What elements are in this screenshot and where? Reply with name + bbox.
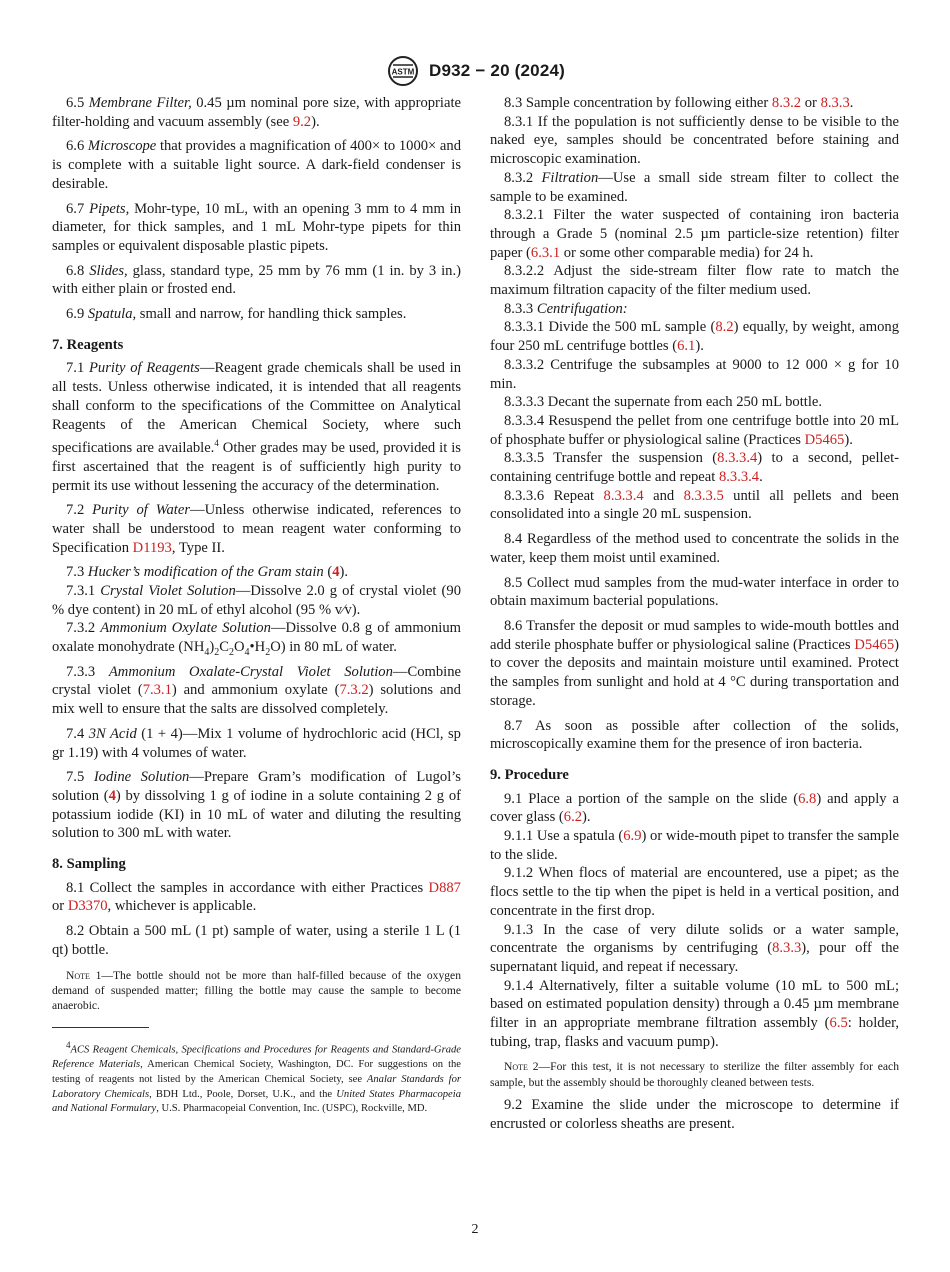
ref-link[interactable]: 4 [332, 564, 340, 581]
page-header [0, 54, 950, 88]
document-number: D932 − 20 (2024) [429, 61, 565, 80]
ref-link[interactable]: 8.3.3.4 [718, 469, 760, 486]
section-6-9: 6.9 Spatula, small and narrow, for handling thick samples. [66, 306, 407, 323]
section-9-1-2: 9.1.2 When flocs of material are encountered, use a pipet; as the flocs settle to the tip when the pipet is held in a vertical position, and concentrate in the first drop. [490, 865, 899, 919]
ref-link[interactable]: D5465 [854, 636, 895, 653]
section-8-3-3-1: 8.3.3.1 Divide the 500 mL sample (8.2) equally, by weight, among four 250 mL centrifuge bottles (6.1). [490, 319, 900, 355]
ref-link[interactable]: 8.3.3.4 [717, 450, 758, 467]
section-7-3-2: 7.3.2 Ammonium Oxylate Solution—Dissolve 0.8 g of ammonium oxalate monohydrate $(NH_4)_2C_2O_4•H_2O$) in 80 mL of water. [52, 620, 461, 659]
ref-link[interactable]: 8.3.3.4 [603, 487, 644, 504]
section-8-3: 8.3 Sample concentration by following either 8.3.2 or 8.3.3. [504, 95, 854, 111]
note-2: Note 2—For this test, it is not necessary to sterilize the filter assembly for each sample, but the assembly should be thoroughly cleaned between tests. [490, 1060, 899, 1089]
ref-link[interactable]: 6.8 [798, 790, 817, 807]
logo-text: ASTM [391, 67, 415, 77]
section-8-3-2-1: 8.3.2.1 Filter the water suspected of containing iron bacteria through a Grade 5 (nominal 2.5 µm particle-size retention) filter paper (6.3.1 or some other comparable media) for 24 h. [490, 207, 899, 261]
section-8-3-3-3: 8.3.3.3 Decant the supernate from each 250 mL bottle. [504, 394, 822, 411]
ref-link[interactable]: 6.5 [829, 1015, 848, 1032]
section-8-1: 8.1 Collect the samples in accordance with either Practices D887 or D3370, whichever is applicable. [52, 879, 461, 915]
footnote-ref: 4 [214, 438, 219, 449]
section-8-3-3: 8.3.3 Centrifugation: [504, 300, 628, 317]
section-9-1-3: 9.1.3 In the case of very dilute solids or a water sample, concentrate the organisms by centrifuging (8.3.3), pour off the supernatant liquid, and repeat if necessary. [490, 921, 899, 975]
ref-link[interactable]: 7.3.1 [142, 682, 172, 699]
ref-link[interactable]: 8.2 [715, 319, 734, 336]
section-9-1: 9.1 Place a portion of the sample on the slide (6.8) and apply a cover glass (6.2). [490, 790, 899, 826]
section-8-3-3-4: 8.3.3.4 Resuspend the pellet from one centrifuge bottle into 20 mL of phosphate buffer or physiological saline (Practices D5465). [490, 412, 899, 448]
section-7-3-3: 7.3.3 Ammonium Oxalate-Crystal Violet Solution—Combine crystal violet (7.3.1) and ammonium oxylate (7.3.2) solutions and mix well to ensure that the salts are dissolved completely. [52, 663, 462, 718]
section-7-4: 7.4 3N Acid (1 + 4)—Mix 1 volume of hydrochloric acid (HCl, sp gr 1.19) with 4 volumes of water. [52, 725, 461, 761]
ref-link[interactable]: D5465 [804, 431, 845, 448]
ref-link[interactable]: 8.3.3 [820, 95, 850, 111]
footnote-4: $^4$ACS Reagent Chemicals, Specifications and Procedures for Reagents and Standard-Grade Reference Materials, American Chemical Society, Washington, DC. For suggestions on the testing of reagents not listed by the American Chemical Society, see Analar Standards for Laboratory Chemicals, BDH Ltd., Poole, Dorset, U.K., and the United States Pharmacopeia and National Formulary, U.S. Pharmacopeial Convention, Inc. (USPC), Rockville, MD. [52, 1040, 462, 1115]
section-8-6: 8.6 Transfer the deposit or mud samples to wide-mouth bottles and add sterile phosphate buffer or physiological saline (Practices D5465) to cover the deposits and maintain moisture until examined. Protect the samples from sunlight and hold at 4 °C during transportation and storage. [490, 617, 899, 709]
section-7-1: 7.1 Purity of Reagents—Reagent grade chemicals shall be used in all tests. Unless otherwise indicated, it is intended that all reagents shall conform to the specifications of the Committee on Analytical Reagents of the American Chemical Society, where such specifications are available.$^4$ Other grades may be used, provided it is first ascertained that the reagent is of sufficiently high purity to permit its use without lessening the accuracy of the determination. [52, 360, 461, 494]
section-8-3-1: 8.3.1 If the population is not sufficiently dense to be visible to the naked eye, samples should be concentrated before staining and microscopic examination. [490, 113, 899, 168]
note-1: Note 1—The bottle should not be more than half-filled because of the oxygen demand of suspended matter; filling the bottle may cause the sample to become anaerobic. [52, 968, 461, 1012]
ref-link[interactable]: D1193 [132, 539, 172, 556]
ref-link[interactable]: D887 [428, 879, 461, 896]
left-column [52, 94, 461, 1117]
section-8-3-2-2: 8.3.2.2 Adjust the side-stream filter flow rate to match the maximum filtration capacity of the filter medium used. [490, 263, 900, 299]
section-8-2: 8.2 Obtain a 500 mL (1 pt) sample of water, using a sterile 1 L (1 qt) bottle. [52, 923, 461, 958]
ref-link[interactable]: 4 [108, 787, 116, 804]
section-7-3: 7.3 Hucker’s modification of the Gram stain (4). [66, 564, 349, 581]
section-9-2: 9.2 Examine the slide under the microscope to determine if encrusted or colorless sheaths are present. [490, 1096, 899, 1132]
section-6-6: 6.6 Microscope that provides a magnification of 400× to 1000× and is complete with a suitable light source. A dark-field condenser is desirable. [52, 138, 462, 192]
ref-link[interactable]: 8.3.2 [771, 95, 802, 111]
section-6-5: 6.5 Membrane Filter, 0.45 µm nominal pore size, with appropriate filter-holding and vacuum assembly (see 9.2). [52, 95, 461, 130]
footnote-divider [52, 1027, 149, 1028]
section-7-2: 7.2 Purity of Water—Unless otherwise indicated, references to water shall be understood to mean reagent water conforming to Specification D1193, Type II. [52, 502, 461, 556]
ref-link[interactable]: 9.2 [292, 113, 312, 130]
ref-link[interactable]: 6.3.1 [530, 244, 561, 261]
ref-link[interactable]: 6.2 [563, 809, 583, 826]
section-8-5: 8.5 Collect mud samples from the mud-water interface in order to obtain maximum bacterial populations. [490, 574, 900, 610]
heading-reagents: 7. Reagents [52, 336, 124, 353]
page-number: 2 [471, 1222, 479, 1237]
astm-logo-icon [385, 55, 421, 87]
section-8-7: 8.7 As soon as possible after collection of the solids, microscopically examine them for the presence of iron bacteria. [490, 717, 900, 753]
ref-link[interactable]: 8.3.3.5 [683, 487, 724, 504]
section-8-3-3-5: 8.3.3.5 Transfer the suspension (8.3.3.4) to a second, pellet-containing centrifuge bottle and repeat 8.3.3.4. [490, 450, 900, 486]
ref-link[interactable]: 6.9 [623, 828, 642, 845]
section-7-3-1: 7.3.1 Crystal Violet Solution—Dissolve 2.0 g of crystal violet (90 % dye content) in 20 mL of ethyl alcohol (95 % v⁄v). [52, 583, 461, 618]
ref-link[interactable]: 6.1 [677, 338, 696, 355]
section-8-3-2: 8.3.2 Filtration—Use a small side stream filter to collect the sample to be examined. [490, 169, 899, 205]
ref-link[interactable]: 8.3.3 [772, 940, 802, 957]
section-7-5: 7.5 Iodine Solution—Prepare Gram’s modification of Lugol’s solution (4) by dissolving 1 g of iodine in a solute containing 2 g of potassium iodide (KI) in 10 mL of water and diluting the resulting solution to 300 mL with water. [52, 769, 461, 842]
section-6-7: 6.7 Pipets, Mohr-type, 10 mL, with an opening 3 mm to 4 mm in diameter, for thick samples, and 1 mL Mohr-type pipets for thin samples or equivalent disposable plastic pipets. [52, 200, 461, 254]
section-9-1-4: 9.1.4 Alternatively, filter a suitable volume (10 mL to 500 mL; based on estimated population density) through a 0.45 µm membrane filter in an appropriate membrane filtration assembly (6.5: holder, tubing, trap, flasks and vacuum pump). [490, 977, 899, 1050]
section-8-3-3-2: 8.3.3.2 Centrifuge the subsamples at 9000 to 12 000 × g for 10 min. [490, 356, 899, 392]
heading-sampling: 8. Sampling [52, 856, 126, 873]
ref-link[interactable]: 7.3.2 [339, 682, 369, 699]
section-8-3-3-6: 8.3.3.6 Repeat 8.3.3.4 and 8.3.3.5 until all pellets and been consolidated into a single 20 mL suspension. [490, 487, 899, 523]
section-6-8: 6.8 Slides, glass, standard type, 25 mm by 76 mm (1 in. by 3 in.) with either plain or frosted end. [52, 262, 461, 298]
section-8-4: 8.4 Regardless of the method used to concentrate the solids in the water, keep them moist until examined. [490, 531, 899, 566]
ref-link[interactable]: D3370 [67, 898, 108, 915]
section-9-1-1: 9.1.1 Use a spatula (6.9) or wide-mouth pipet to transfer the sample to the slide. [490, 828, 899, 863]
heading-procedure: 9. Procedure [490, 766, 569, 783]
right-column [490, 94, 899, 1133]
